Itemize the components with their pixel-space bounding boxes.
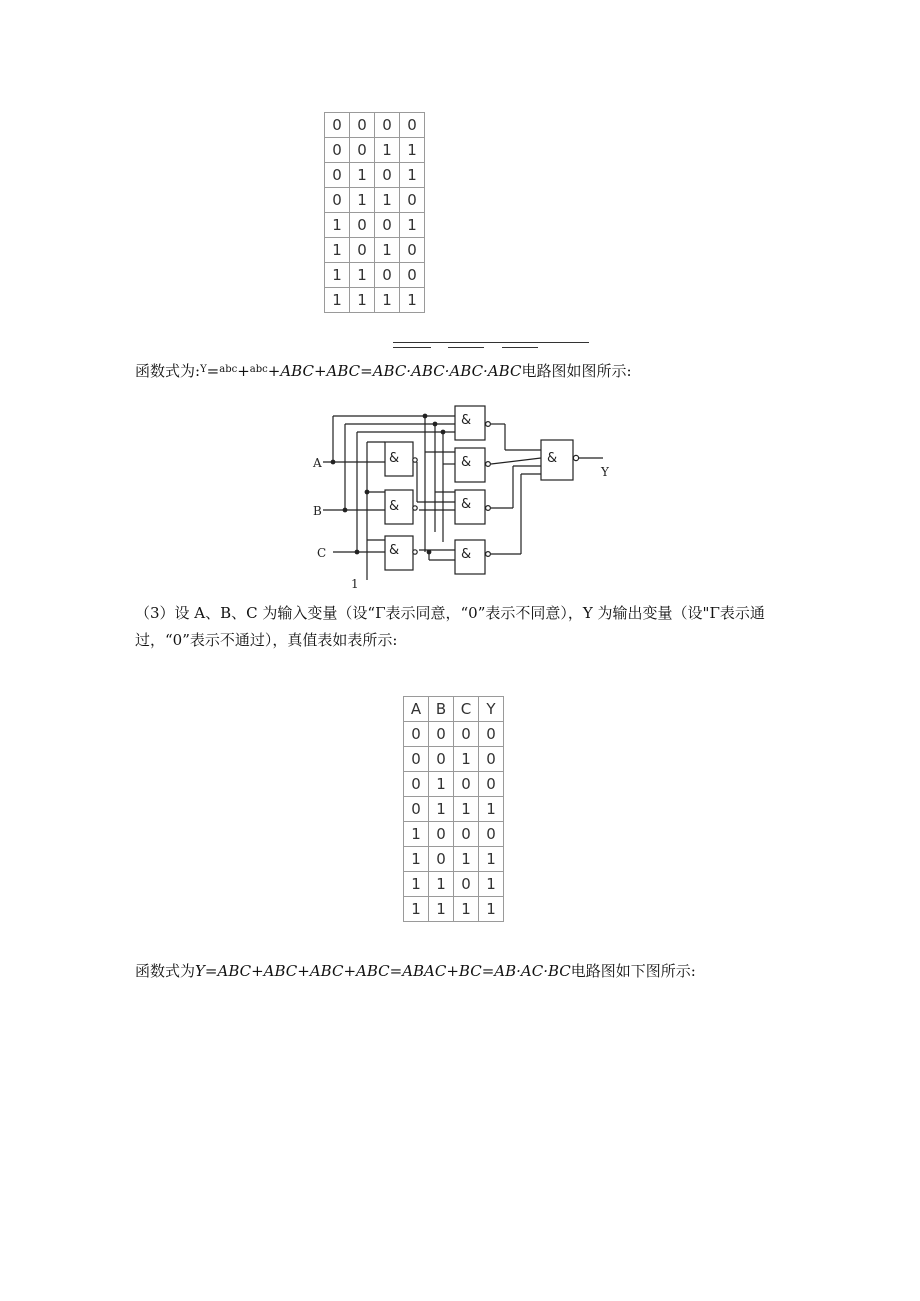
table-cell: 1: [454, 847, 479, 872]
table-cell: 1: [350, 288, 375, 313]
table-row: [325, 163, 425, 188]
table-cell: 1: [375, 138, 400, 163]
formula-expression: +ABC+ABC=ABC·ABC·ABC·ABC: [267, 362, 522, 380]
table-cell: 0: [350, 113, 375, 138]
table-header-cell: Y: [479, 697, 504, 722]
nand-gate-symbol: &: [389, 499, 400, 514]
table-cell: 1: [404, 847, 429, 872]
formula-overbar: [448, 347, 484, 348]
table-cell: 0: [404, 747, 429, 772]
table-cell: 0: [400, 238, 425, 263]
table-cell: 0: [454, 722, 479, 747]
table-row: [404, 747, 504, 772]
table-cell: 1: [429, 772, 454, 797]
table-cell: 0: [325, 163, 350, 188]
table-row: [325, 113, 425, 138]
table-row: [404, 772, 504, 797]
circuit-junctions: [331, 414, 446, 555]
table-cell: 1: [325, 263, 350, 288]
table-cell: 1: [375, 288, 400, 313]
input-one-label: 1: [351, 577, 359, 591]
table-cell: 1: [429, 797, 454, 822]
table-cell: 1: [479, 847, 504, 872]
table-row: [404, 847, 504, 872]
table-cell: 0: [350, 138, 375, 163]
table-row: [404, 872, 504, 897]
table-cell: 0: [429, 847, 454, 872]
table-header-cell: B: [429, 697, 454, 722]
table-row: [325, 138, 425, 163]
truth-table-1: [324, 112, 425, 313]
table-cell: 0: [429, 822, 454, 847]
formula-eq: =: [206, 362, 220, 380]
table-cell: 1: [325, 288, 350, 313]
table-cell: 1: [375, 188, 400, 213]
table-cell: 0: [400, 263, 425, 288]
table-row: [325, 263, 425, 288]
table-cell: 0: [429, 747, 454, 772]
table-cell: 1: [454, 797, 479, 822]
nand-gates: [385, 406, 579, 574]
paragraph-3: （3）设 A、B、C 为输入变量（设“Γ表示同意，“0”表示不同意），Y 为输出变量（设"Γ表示通过，“0”表示不通过），真值表如表所示:: [135, 604, 765, 649]
formula-line-1: [135, 360, 632, 381]
table-cell: 0: [350, 238, 375, 263]
table-row: [404, 722, 504, 747]
table-header-cell: C: [454, 697, 479, 722]
table-cell: 0: [375, 163, 400, 188]
table-cell: 1: [350, 163, 375, 188]
table-cell: 1: [400, 138, 425, 163]
nand-gate-symbol: &: [389, 451, 400, 466]
table-cell: 0: [454, 772, 479, 797]
formula-term: abc: [249, 364, 268, 375]
table-cell: 1: [479, 897, 504, 922]
input-c-label: C: [317, 546, 327, 560]
nand-gate-symbol: &: [461, 497, 472, 512]
table-cell: 1: [375, 238, 400, 263]
logic-circuit-diagram: [305, 402, 610, 592]
table-cell: 0: [325, 188, 350, 213]
table-cell: 0: [404, 722, 429, 747]
table-cell: 1: [404, 822, 429, 847]
table-cell: 0: [375, 213, 400, 238]
table-cell: 0: [454, 872, 479, 897]
table-cell: 0: [350, 213, 375, 238]
nand-gate-symbol: &: [461, 413, 472, 428]
input-a-label: A: [313, 456, 322, 470]
table-cell: 1: [429, 897, 454, 922]
table-cell: 1: [454, 897, 479, 922]
nand-gate-symbol: &: [389, 543, 400, 558]
table-cell: 0: [479, 747, 504, 772]
formula-lead: 函数式为:: [135, 362, 201, 380]
formula-tail: 电路图如图所示:: [521, 362, 632, 380]
table-cell: 0: [429, 722, 454, 747]
table-cell: 1: [454, 747, 479, 772]
table-row: [325, 288, 425, 313]
table-cell: 1: [350, 188, 375, 213]
formula2-tail: 电路图如下图所示:: [570, 962, 696, 980]
formula-y: Y: [200, 364, 207, 375]
table-cell: 1: [350, 263, 375, 288]
table-cell: 1: [400, 288, 425, 313]
table-cell: 0: [375, 113, 400, 138]
nand-gate-symbol: &: [547, 451, 558, 466]
table-row: [404, 822, 504, 847]
table-cell: 1: [325, 238, 350, 263]
table-row: [325, 238, 425, 263]
table-cell: 1: [400, 163, 425, 188]
table-cell: 0: [375, 263, 400, 288]
table-row: [325, 213, 425, 238]
formula-term: abc: [219, 364, 238, 375]
table-cell: 1: [404, 872, 429, 897]
table-cell: 1: [429, 872, 454, 897]
table-row: [325, 188, 425, 213]
nand-gate-symbol: &: [461, 547, 472, 562]
table-cell: 1: [400, 213, 425, 238]
table-cell: 1: [479, 797, 504, 822]
table-row: [404, 797, 504, 822]
table-cell: 0: [479, 722, 504, 747]
table-cell: 1: [479, 872, 504, 897]
formula2-expression: Y=ABC+ABC+ABC+ABC=ABAC+BC=AB·AC·BC: [195, 962, 571, 980]
table-cell: 0: [325, 113, 350, 138]
table-header-cell: A: [404, 697, 429, 722]
output-y-label: Y: [601, 465, 609, 479]
input-b-label: B: [313, 504, 322, 518]
formula-line-2: [135, 960, 696, 981]
table-cell: 0: [400, 113, 425, 138]
nand-gate-symbol: &: [461, 455, 472, 470]
formula2-lead: 函数式为: [135, 962, 196, 980]
table-cell: 1: [325, 213, 350, 238]
table-cell: 1: [404, 897, 429, 922]
table-cell: 0: [454, 822, 479, 847]
table-cell: 0: [479, 772, 504, 797]
formula-overbar: [502, 347, 538, 348]
formula-overbar: [393, 347, 431, 348]
table-header-row: [404, 697, 504, 722]
table-row: [404, 897, 504, 922]
table-cell: 0: [400, 188, 425, 213]
table-cell: 0: [404, 772, 429, 797]
table-cell: 0: [325, 138, 350, 163]
table-cell: 0: [479, 822, 504, 847]
formula-overbar: [393, 342, 589, 343]
truth-table-2: [403, 696, 504, 922]
formula-plus: +: [237, 362, 250, 380]
table-cell: 0: [404, 797, 429, 822]
